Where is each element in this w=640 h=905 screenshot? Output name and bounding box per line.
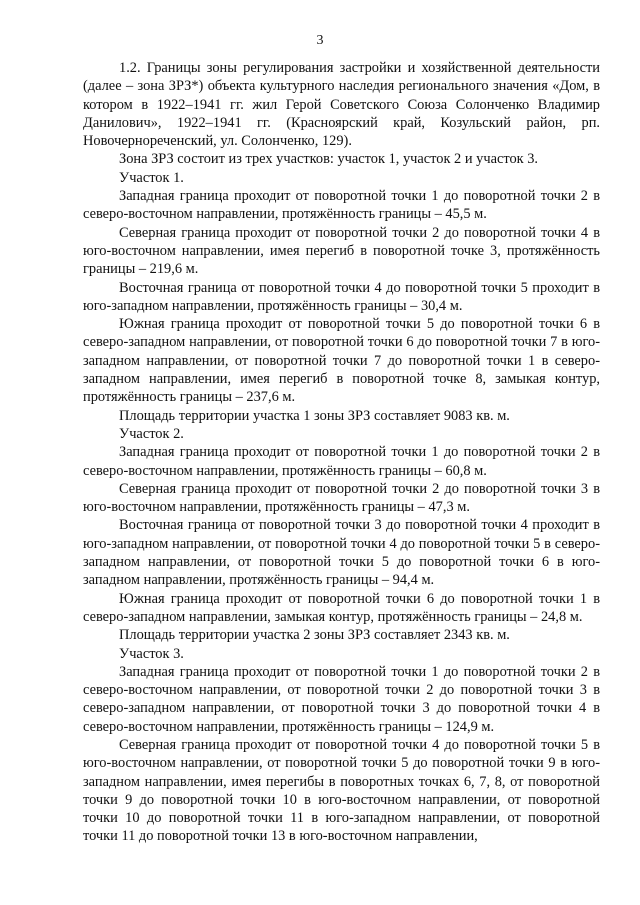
heading-plot-1: Участок 1.: [119, 169, 184, 186]
paragraph-section-1-2: 1.2. Границы зоны регулирования застройки и хозяйственной деятельности (далее – зона ЗРЗ*) объекта культурного наследия регионального значения «Дом, в котором в 1922–1941 гг. жил Герой Советского Союза Солонченко Владимир Данилович», 1922–1941 гг. (Красноярский край, Козульский район, рп. Новочернореченский, ул. Солонченко, 129).: [83, 60, 600, 150]
paragraph-plot-1-south-border: Южная граница проходит от поворотной точки 5 до поворотной точки 6 в северо-западном направлении, от поворотной точки 6 до поворотной точки 7 в юго-западном направлении, от поворотной точки 7 до поворотной точки 1 в северо-западном направлении, имея перегиб в поворотной точке 8, замыкая контур, протяжённость границы – 237,6 м.: [83, 316, 600, 406]
paragraph-plot-1-area: Площадь территории участка 1 зоны ЗРЗ составляет 9083 кв. м.: [119, 407, 510, 424]
paragraph-plot-2-east-border: Восточная граница от поворотной точки 3 до поворотной точки 4 проходит в юго-западном направлении, от поворотной точки 4 до поворотной точки 5 в северо-западном направлении, от поворотной точки 5 до поворотной точки 6 в юго-западном направлении, протяжённость границы – 94,4 м.: [83, 517, 600, 589]
paragraph-plot-2-west-border: Западная граница проходит от поворотной точки 1 до поворотной точки 2 в северо-восточном направлении, протяжённость границы – 60,8 м.: [83, 444, 600, 479]
heading-plot-3: Участок 3.: [119, 645, 184, 662]
paragraph-plot-3-north-border: Северная граница проходит от поворотной точки 4 до поворотной точки 5 в юго-восточном направлении, от поворотной точки 5 до поворотной точки 9 в юго-западном направлении, имея перегибы в поворотных точках 6, 7, 8, от поворотной точки 9 до поворотной точки 10 в юго-восточном направлении, от поворотной точки 10 до поворотной точки 11 в юго-западном направлении, от поворотной точки 11 до поворотной точки 13 в юго-восточном направлении,: [83, 736, 600, 845]
paragraph-plot-2-south-border: Южная граница проходит от поворотной точки 6 до поворотной точки 1 в северо-западном направлении, замыкая контур, протяжённость границы – 24,8 м.: [83, 590, 600, 625]
page-number: 3: [316, 33, 324, 48]
heading-plot-2: Участок 2.: [119, 425, 184, 442]
paragraph-plot-1-east-border: Восточная граница от поворотной точки 4 до поворотной точки 5 проходит в юго-западном направлении, протяжённость границы – 30,4 м.: [83, 279, 600, 314]
paragraph-plot-1-west-border: Западная граница проходит от поворотной точки 1 до поворотной точки 2 в северо-восточном направлении, протяжённость границы – 45,5 м.: [83, 188, 600, 223]
paragraph-plot-3-west-border: Западная граница проходит от поворотной точки 1 до поворотной точки 2 в северо-восточном направлении, от поворотной точки 2 до поворотной точки 3 в северо-западном направлении, от поворотной точки 3 до поворотной точки 4 в северо-восточном направлении, протяжённость границы – 124,9 м.: [83, 663, 600, 735]
document-body: [83, 59, 600, 846]
paragraph-plot-1-north-border: Северная граница проходит от поворотной точки 2 до поворотной точки 4 в юго-восточном направлении, имея перегиб в поворотной точке 3, протяжённость границы – 219,6 м.: [83, 224, 600, 278]
paragraph-plot-2-area: Площадь территории участка 2 зоны ЗРЗ составляет 2343 кв. м.: [119, 627, 510, 644]
paragraph-plot-2-north-border: Северная граница проходит от поворотной точки 2 до поворотной точки 3 в юго-восточном направлении, протяжённость границы – 47,3 м.: [83, 480, 600, 516]
paragraph-zone-composition: Зона ЗРЗ состоит из трех участков: участок 1, участок 2 и участок 3.: [119, 151, 539, 168]
